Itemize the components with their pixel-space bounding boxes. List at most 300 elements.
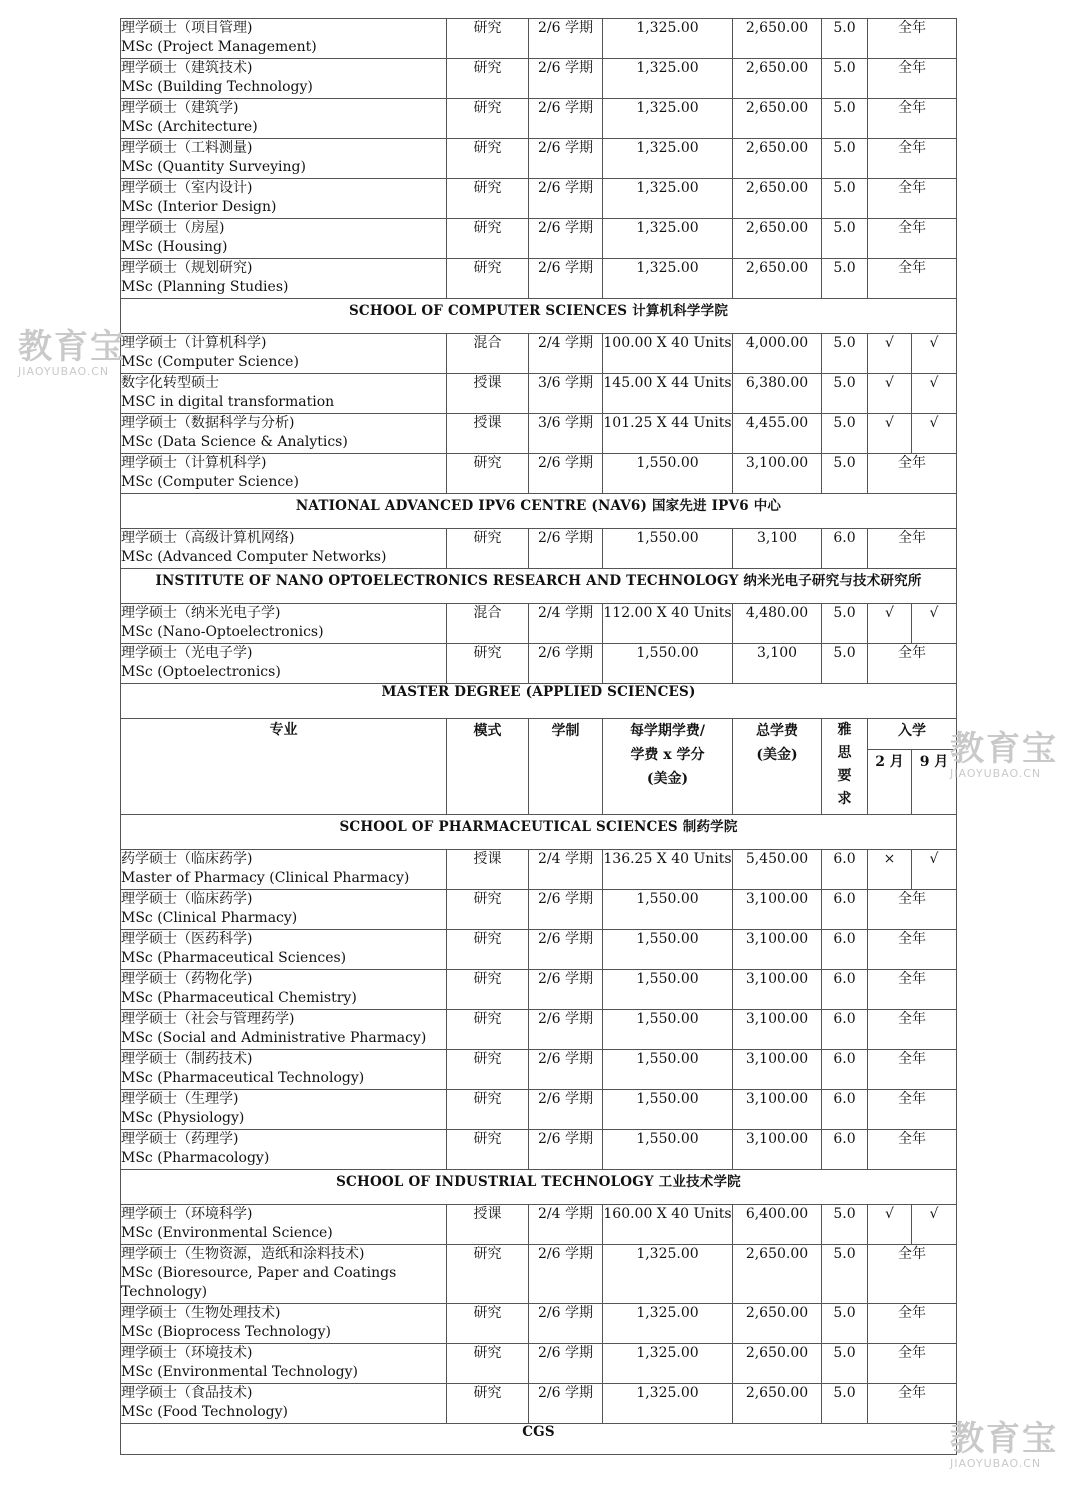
- program-name-cn: 理学硕士（计算机科学): [121, 455, 267, 471]
- duration-cell: 2/6 学期: [529, 890, 603, 930]
- table-row: [121, 334, 957, 374]
- header-ielts-char: 思: [837, 745, 852, 761]
- duration-cell: 2/6 学期: [529, 179, 603, 219]
- table-row: [121, 179, 957, 219]
- intake-sep-cell: √: [912, 374, 957, 414]
- program-name-cn: 理学硕士（制药技术): [121, 1051, 253, 1067]
- program-name-cn: 理学硕士（工料测量): [121, 140, 253, 156]
- intake-sep-cell: √: [912, 604, 957, 644]
- ielts-cell: 5.0: [822, 19, 868, 59]
- watermark-left: 教育宝 JIAOYUBAO.CN: [18, 327, 126, 378]
- program-name-cell: [121, 890, 447, 930]
- fee-cell: 1,325.00: [603, 259, 733, 299]
- ielts-cell: 5.0: [822, 374, 868, 414]
- intake-sep-cell: √: [912, 414, 957, 454]
- table-header-row: [121, 719, 957, 750]
- intake-cell: 全年: [868, 99, 957, 139]
- table-row: [121, 850, 957, 890]
- table-row: [121, 374, 957, 414]
- total-fee-cell: 4,480.00: [733, 604, 822, 644]
- program-name-cn: 理学硕士（建筑技术): [121, 60, 253, 76]
- program-name-en: MSc (Housing): [121, 239, 228, 255]
- table-row: [121, 1050, 957, 1090]
- duration-cell: 2/6 学期: [529, 529, 603, 569]
- fee-cell: 1,550.00: [603, 1050, 733, 1090]
- header-sep: 9 月: [912, 750, 957, 815]
- fee-cell: 1,550.00: [603, 1130, 733, 1170]
- fee-cell: 1,325.00: [603, 1304, 733, 1344]
- fee-cell: 136.25 X 40 Units: [603, 850, 733, 890]
- program-name-cell: [121, 1050, 447, 1090]
- table-row: [121, 1130, 957, 1170]
- header-total-line: (美金): [756, 747, 798, 763]
- program-name-cn: 理学硕士（临床药学): [121, 891, 253, 907]
- total-fee-cell: 2,650.00: [733, 99, 822, 139]
- fee-cell: 1,325.00: [603, 1245, 733, 1304]
- intake-cell: 全年: [868, 1130, 957, 1170]
- ielts-cell: 5.0: [822, 1304, 868, 1344]
- duration-cell: 2/6 学期: [529, 1130, 603, 1170]
- section-heading-row: [121, 815, 957, 850]
- intake-cell: 全年: [868, 59, 957, 99]
- total-fee-cell: 3,100.00: [733, 930, 822, 970]
- intake-cell: 全年: [868, 644, 957, 684]
- intake-cell: 全年: [868, 454, 957, 494]
- intake-feb-cell: ×: [868, 850, 912, 890]
- fee-cell: 1,550.00: [603, 529, 733, 569]
- header-mode: 模式: [447, 719, 529, 815]
- program-name-en: MSc (Social and Administrative Pharmacy): [121, 1030, 427, 1046]
- fee-cell: 1,325.00: [603, 219, 733, 259]
- ielts-cell: 6.0: [822, 1130, 868, 1170]
- ielts-cell: 5.0: [822, 454, 868, 494]
- fee-cell: 1,325.00: [603, 59, 733, 99]
- duration-cell: 2/6 学期: [529, 1010, 603, 1050]
- program-name-cell: [121, 179, 447, 219]
- header-feb: 2 月: [868, 750, 912, 815]
- program-name-cn: 理学硕士（计算机科学): [121, 335, 267, 351]
- fee-cell: 112.00 X 40 Units: [603, 604, 733, 644]
- ielts-cell: 6.0: [822, 850, 868, 890]
- program-name-cn: 理学硕士（社会与管理药学): [121, 1011, 295, 1027]
- duration-cell: 3/6 学期: [529, 374, 603, 414]
- fee-cell: 1,550.00: [603, 644, 733, 684]
- header-fee: [603, 719, 733, 815]
- program-name-cell: [121, 374, 447, 414]
- program-name-en: MSc (Bioresource, Paper and Coatings Technology): [121, 1265, 397, 1300]
- watermark-right: 教育宝 JIAOYUBAO.CN: [950, 729, 1058, 780]
- program-name-en: MSc (Food Technology): [121, 1404, 288, 1420]
- ielts-cell: 5.0: [822, 334, 868, 374]
- fee-cell: 1,325.00: [603, 1384, 733, 1424]
- duration-cell: 2/6 学期: [529, 454, 603, 494]
- total-fee-cell: 2,650.00: [733, 19, 822, 59]
- table-row: [121, 529, 957, 569]
- mode-cell: 研究: [447, 644, 529, 684]
- ielts-cell: 5.0: [822, 1344, 868, 1384]
- ielts-cell: 5.0: [822, 1384, 868, 1424]
- program-name-cn: 理学硕士（生物处理技术): [121, 1305, 281, 1321]
- ielts-cell: 5.0: [822, 1205, 868, 1245]
- section-heading: NATIONAL ADVANCED IPV6 CENTRE (NAV6) 国家先进 IPV6 中心: [121, 494, 957, 529]
- section-heading-row: [121, 299, 957, 334]
- program-name-cn: 理学硕士（生理学): [121, 1091, 239, 1107]
- table-row: [121, 1344, 957, 1384]
- fee-cell: 1,550.00: [603, 1090, 733, 1130]
- total-fee-cell: 3,100.00: [733, 970, 822, 1010]
- program-name-cn: 理学硕士（食品技术): [121, 1385, 253, 1401]
- program-name-cell: [121, 930, 447, 970]
- program-name-cell: [121, 139, 447, 179]
- program-name-cell: [121, 1090, 447, 1130]
- total-fee-cell: 3,100.00: [733, 454, 822, 494]
- table-row: [121, 1205, 957, 1245]
- ielts-cell: 5.0: [822, 219, 868, 259]
- mode-cell: 授课: [447, 374, 529, 414]
- program-name-en: MSC in digital transformation: [121, 394, 335, 410]
- mode-cell: 授课: [447, 850, 529, 890]
- program-name-cn: 药学硕士（临床药学): [121, 851, 253, 867]
- program-name-cell: [121, 1010, 447, 1050]
- mode-cell: 研究: [447, 970, 529, 1010]
- duration-cell: 2/6 学期: [529, 1304, 603, 1344]
- ielts-cell: 6.0: [822, 930, 868, 970]
- program-name-cell: [121, 414, 447, 454]
- intake-cell: 全年: [868, 1010, 957, 1050]
- ielts-cell: 5.0: [822, 99, 868, 139]
- header-total-line: 总学费: [756, 723, 798, 739]
- program-name-en: MSc (Pharmaceutical Chemistry): [121, 990, 357, 1006]
- duration-cell: 2/4 学期: [529, 334, 603, 374]
- mode-cell: 研究: [447, 930, 529, 970]
- intake-feb-cell: √: [868, 334, 912, 374]
- fee-cell: 145.00 X 44 Units: [603, 374, 733, 414]
- ielts-cell: 5.0: [822, 604, 868, 644]
- duration-cell: 2/6 学期: [529, 19, 603, 59]
- intake-cell: 全年: [868, 19, 957, 59]
- program-name-cn: 理学硕士（项目管理): [121, 20, 253, 36]
- total-fee-cell: 2,650.00: [733, 179, 822, 219]
- total-fee-cell: 3,100: [733, 644, 822, 684]
- header-fee-line: 每学期学费/: [629, 723, 706, 739]
- duration-cell: 2/6 学期: [529, 139, 603, 179]
- program-name-en: MSc (Pharmaceutical Sciences): [121, 950, 347, 966]
- mode-cell: 研究: [447, 1245, 529, 1304]
- program-name-en: Master of Pharmacy (Clinical Pharmacy): [121, 870, 410, 886]
- total-fee-cell: 3,100.00: [733, 1090, 822, 1130]
- program-name-en: MSc (Nano-Optoelectronics): [121, 624, 324, 640]
- duration-cell: 2/6 学期: [529, 59, 603, 99]
- program-name-en: MSc (Architecture): [121, 119, 258, 135]
- ielts-cell: 5.0: [822, 259, 868, 299]
- section-heading-row: [121, 569, 957, 604]
- program-name-cn: 理学硕士（医药科学): [121, 931, 253, 947]
- intake-feb-cell: √: [868, 1205, 912, 1245]
- duration-cell: 2/4 学期: [529, 850, 603, 890]
- fee-cell: 1,550.00: [603, 454, 733, 494]
- program-name-en: MSc (Environmental Technology): [121, 1364, 358, 1380]
- program-name-en: MSc (Environmental Science): [121, 1225, 333, 1241]
- program-name-cell: [121, 334, 447, 374]
- intake-cell: 全年: [868, 529, 957, 569]
- watermark-bottom-right: 教育宝 JIAOYUBAO.CN: [950, 1419, 1058, 1470]
- table-row: [121, 99, 957, 139]
- program-name-en: MSc (Planning Studies): [121, 279, 289, 295]
- total-fee-cell: 2,650.00: [733, 1245, 822, 1304]
- section-heading: INSTITUTE OF NANO OPTOELECTRONICS RESEARCH AND TECHNOLOGY 纳米光电子研究与技术研究所: [121, 569, 957, 604]
- ielts-cell: 6.0: [822, 1050, 868, 1090]
- section-heading-row: [121, 494, 957, 529]
- program-name-cn: 理学硕士（生物资源，造纸和涂料技术): [121, 1246, 365, 1262]
- program-name-en: MSc (Interior Design): [121, 199, 277, 215]
- total-fee-cell: 2,650.00: [733, 59, 822, 99]
- header-ielts-char: 要: [837, 768, 852, 784]
- intake-feb-cell: √: [868, 374, 912, 414]
- duration-cell: 2/4 学期: [529, 604, 603, 644]
- duration-cell: 2/6 学期: [529, 219, 603, 259]
- mode-cell: 研究: [447, 454, 529, 494]
- program-name-cn: 数字化转型硕士: [121, 375, 219, 391]
- program-name-cn: 理学硕士（房屋): [121, 220, 225, 236]
- total-fee-cell: 2,650.00: [733, 139, 822, 179]
- program-name-cn: 理学硕士（室内设计): [121, 180, 253, 196]
- program-name-cell: [121, 59, 447, 99]
- total-fee-cell: 3,100.00: [733, 890, 822, 930]
- program-name-en: MSc (Bioprocess Technology): [121, 1324, 331, 1340]
- table-row: [121, 1090, 957, 1130]
- table-row: [121, 1010, 957, 1050]
- table-row: [121, 644, 957, 684]
- intake-cell: 全年: [868, 1384, 957, 1424]
- table-row: [121, 59, 957, 99]
- intake-cell: 全年: [868, 1245, 957, 1304]
- table-row: [121, 139, 957, 179]
- program-name-cn: 理学硕士（药理学): [121, 1131, 239, 1147]
- table-row: [121, 890, 957, 930]
- fee-cell: 1,550.00: [603, 930, 733, 970]
- fee-cell: 100.00 X 40 Units: [603, 334, 733, 374]
- program-name-cn: 理学硕士（数据科学与分析): [121, 415, 295, 431]
- mode-cell: 研究: [447, 1090, 529, 1130]
- mode-cell: 授课: [447, 414, 529, 454]
- program-name-cn: 理学硕士（药物化学): [121, 971, 253, 987]
- table-row: [121, 930, 957, 970]
- mode-cell: 研究: [447, 219, 529, 259]
- header-duration: 学制: [529, 719, 603, 815]
- intake-cell: 全年: [868, 139, 957, 179]
- section-heading-row: [121, 1170, 957, 1205]
- ielts-cell: 5.0: [822, 1245, 868, 1304]
- mode-cell: 研究: [447, 1130, 529, 1170]
- program-name-cn: 理学硕士（环境技术): [121, 1345, 253, 1361]
- duration-cell: 2/6 学期: [529, 644, 603, 684]
- intake-feb-cell: √: [868, 414, 912, 454]
- header-program: 专业: [121, 719, 447, 815]
- mode-cell: 研究: [447, 139, 529, 179]
- fee-cell: 1,325.00: [603, 1344, 733, 1384]
- intake-cell: 全年: [868, 890, 957, 930]
- header-total: [733, 719, 822, 815]
- program-name-cn: 理学硕士（环境科学): [121, 1206, 253, 1222]
- fee-cell: 160.00 X 40 Units: [603, 1205, 733, 1245]
- table-row: [121, 19, 957, 59]
- fee-cell: 1,325.00: [603, 179, 733, 219]
- program-name-cell: [121, 850, 447, 890]
- section-heading: MASTER DEGREE (APPLIED SCIENCES): [121, 684, 957, 719]
- program-name-cell: [121, 644, 447, 684]
- program-name-cn: 理学硕士（高级计算机网络): [121, 530, 295, 546]
- table-row: [121, 454, 957, 494]
- ielts-cell: 6.0: [822, 890, 868, 930]
- mode-cell: 研究: [447, 99, 529, 139]
- intake-cell: 全年: [868, 1050, 957, 1090]
- section-heading: CGS: [121, 1424, 957, 1455]
- intake-sep-cell: √: [912, 334, 957, 374]
- program-name-cell: [121, 604, 447, 644]
- table-row: [121, 414, 957, 454]
- fee-cell: 101.25 X 44 Units: [603, 414, 733, 454]
- table-row: [121, 219, 957, 259]
- header-ielts-char: 雅: [837, 722, 852, 738]
- program-name-cell: [121, 99, 447, 139]
- section-heading: SCHOOL OF PHARMACEUTICAL SCIENCES 制药学院: [121, 815, 957, 850]
- mode-cell: 授课: [447, 1205, 529, 1245]
- program-name-en: MSc (Optoelectronics): [121, 664, 281, 680]
- header-intake: 入学: [868, 719, 957, 750]
- ielts-cell: 5.0: [822, 414, 868, 454]
- program-name-cn: 理学硕士（建筑学): [121, 100, 239, 116]
- total-fee-cell: 5,450.00: [733, 850, 822, 890]
- table-row: [121, 1245, 957, 1304]
- total-fee-cell: 4,455.00: [733, 414, 822, 454]
- intake-cell: 全年: [868, 179, 957, 219]
- fee-cell: 1,325.00: [603, 139, 733, 179]
- program-name-en: MSc (Advanced Computer Networks): [121, 549, 387, 565]
- program-name-en: MSc (Building Technology): [121, 79, 313, 95]
- program-name-cell: [121, 19, 447, 59]
- program-name-cn: 理学硕士（纳米光电子学): [121, 605, 281, 621]
- total-fee-cell: 3,100.00: [733, 1010, 822, 1050]
- intake-cell: 全年: [868, 1304, 957, 1344]
- mode-cell: 研究: [447, 1384, 529, 1424]
- duration-cell: 2/4 学期: [529, 1205, 603, 1245]
- duration-cell: 2/6 学期: [529, 1050, 603, 1090]
- ielts-cell: 6.0: [822, 970, 868, 1010]
- mode-cell: 研究: [447, 259, 529, 299]
- total-fee-cell: 2,650.00: [733, 1304, 822, 1344]
- fee-cell: 1,550.00: [603, 890, 733, 930]
- intake-cell: 全年: [868, 930, 957, 970]
- mode-cell: 混合: [447, 334, 529, 374]
- program-fee-table: [120, 18, 957, 1455]
- program-name-cell: [121, 1344, 447, 1384]
- section-heading: SCHOOL OF INDUSTRIAL TECHNOLOGY 工业技术学院: [121, 1170, 957, 1205]
- program-name-en: MSc (Project Management): [121, 39, 317, 55]
- duration-cell: 2/6 学期: [529, 1090, 603, 1130]
- intake-sep-cell: √: [912, 850, 957, 890]
- program-name-cell: [121, 219, 447, 259]
- program-name-cell: [121, 1205, 447, 1245]
- intake-cell: 全年: [868, 1090, 957, 1130]
- mode-cell: 研究: [447, 1304, 529, 1344]
- total-fee-cell: 2,650.00: [733, 1344, 822, 1384]
- intake-feb-cell: √: [868, 604, 912, 644]
- table-row: [121, 259, 957, 299]
- ielts-cell: 5.0: [822, 179, 868, 219]
- intake-cell: 全年: [868, 259, 957, 299]
- mode-cell: 研究: [447, 59, 529, 99]
- intake-cell: 全年: [868, 219, 957, 259]
- mode-cell: 研究: [447, 890, 529, 930]
- section-heading-row: [121, 1424, 957, 1455]
- intake-cell: 全年: [868, 1344, 957, 1384]
- table-row: [121, 604, 957, 644]
- intake-sep-cell: √: [912, 1205, 957, 1245]
- duration-cell: 2/6 学期: [529, 930, 603, 970]
- mode-cell: 研究: [447, 179, 529, 219]
- mode-cell: 研究: [447, 529, 529, 569]
- ielts-cell: 6.0: [822, 529, 868, 569]
- program-name-cn: 理学硕士（规划研究): [121, 260, 253, 276]
- total-fee-cell: 2,650.00: [733, 219, 822, 259]
- duration-cell: 2/6 学期: [529, 1344, 603, 1384]
- program-name-en: MSc (Computer Science): [121, 474, 299, 490]
- program-name-en: MSc (Pharmaceutical Technology): [121, 1070, 365, 1086]
- program-name-en: MSc (Computer Science): [121, 354, 299, 370]
- duration-cell: 2/6 学期: [529, 1384, 603, 1424]
- program-name-cell: [121, 454, 447, 494]
- program-name-cell: [121, 1384, 447, 1424]
- mode-cell: 研究: [447, 1010, 529, 1050]
- section-heading: SCHOOL OF COMPUTER SCIENCES 计算机科学学院: [121, 299, 957, 334]
- total-fee-cell: 3,100: [733, 529, 822, 569]
- ielts-cell: 6.0: [822, 1090, 868, 1130]
- mode-cell: 研究: [447, 19, 529, 59]
- program-name-en: MSc (Quantity Surveying): [121, 159, 306, 175]
- total-fee-cell: 6,380.00: [733, 374, 822, 414]
- fee-cell: 1,550.00: [603, 1010, 733, 1050]
- duration-cell: 2/6 学期: [529, 1245, 603, 1304]
- program-name-en: MSc (Clinical Pharmacy): [121, 910, 298, 926]
- program-name-en: MSc (Data Science & Analytics): [121, 434, 348, 450]
- program-name-en: MSc (Pharmacology): [121, 1150, 270, 1166]
- mode-cell: 研究: [447, 1050, 529, 1090]
- program-name-cell: [121, 1130, 447, 1170]
- total-fee-cell: 3,100.00: [733, 1130, 822, 1170]
- fee-cell: 1,325.00: [603, 99, 733, 139]
- program-name-en: MSc (Physiology): [121, 1110, 245, 1126]
- total-fee-cell: 2,650.00: [733, 259, 822, 299]
- intake-cell: 全年: [868, 970, 957, 1010]
- duration-cell: 3/6 学期: [529, 414, 603, 454]
- total-fee-cell: 4,000.00: [733, 334, 822, 374]
- fee-cell: 1,550.00: [603, 970, 733, 1010]
- duration-cell: 2/6 学期: [529, 99, 603, 139]
- duration-cell: 2/6 学期: [529, 259, 603, 299]
- ielts-cell: 5.0: [822, 139, 868, 179]
- program-name-cn: 理学硕士（光电子学): [121, 645, 253, 661]
- program-name-cell: [121, 1304, 447, 1344]
- ielts-cell: 5.0: [822, 59, 868, 99]
- mode-cell: 混合: [447, 604, 529, 644]
- ielts-cell: 6.0: [822, 1010, 868, 1050]
- header-ielts-char: 求: [837, 791, 852, 807]
- total-fee-cell: 3,100.00: [733, 1050, 822, 1090]
- ielts-cell: 5.0: [822, 644, 868, 684]
- table-row: [121, 970, 957, 1010]
- program-name-cell: [121, 529, 447, 569]
- table-row: [121, 1384, 957, 1424]
